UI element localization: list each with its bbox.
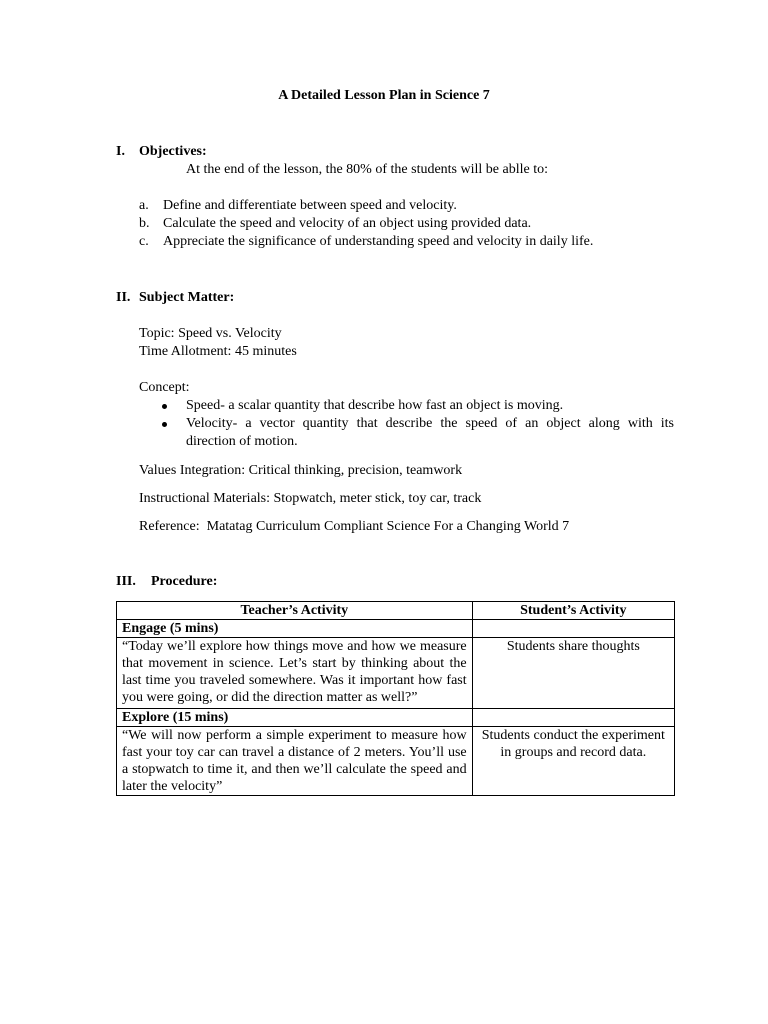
- concept-label: Concept:: [139, 380, 190, 395]
- subject-matter-heading: Subject Matter:: [139, 290, 235, 305]
- subject-matter-numeral: II.: [116, 290, 131, 305]
- teacher-activity-header: Teacher’s Activity: [117, 602, 473, 620]
- procedure-numeral: III.: [116, 574, 136, 589]
- objective-marker-b: b.: [139, 216, 150, 231]
- objective-marker-c: c.: [139, 234, 149, 249]
- table-row: [117, 709, 675, 727]
- table-header-row: [117, 602, 675, 620]
- procedure-heading: Procedure:: [151, 574, 218, 589]
- explore-teacher-activity: “We will now perform a simple experiment to measure how fast your toy car can travel a distance of 2 meters. You’ll use a stopwatch to time it, and then we’ll calculate the speed and later the velocity”: [117, 727, 473, 796]
- objective-item-a: Define and differentiate between speed and velocity.: [163, 198, 457, 213]
- explore-student-activity: Students conduct the experiment in groups and record data.: [472, 727, 674, 796]
- phase-label-engage: Engage (5 mins): [117, 620, 473, 638]
- objectives-intro: At the end of the lesson, the 80% of the students will be ablle to:: [186, 162, 548, 177]
- document-title: A Detailed Lesson Plan in Science 7: [278, 88, 490, 103]
- student-activity-header: Student’s Activity: [472, 602, 674, 620]
- phase-empty-cell: [472, 620, 674, 638]
- objective-item-c: Appreciate the significance of understanding speed and velocity in daily life.: [163, 234, 594, 249]
- objective-marker-a: a.: [139, 198, 149, 213]
- engage-teacher-activity: “Today we’ll explore how things move and how we measure that movement in science. Let’s start by thinking about the last time you traveled somewhere. Was it important how fast you were going, or did the direction matter as well?”: [117, 638, 473, 709]
- concept-velocity-line2: direction of motion.: [186, 434, 298, 449]
- objective-item-b: Calculate the speed and velocity of an object using provided data.: [163, 216, 532, 231]
- table-row: [117, 727, 675, 796]
- table-row: [117, 620, 675, 638]
- bullet-icon: [162, 422, 167, 427]
- phase-label-explore: Explore (15 mins): [117, 709, 473, 727]
- concept-speed: Speed- a scalar quantity that describe how fast an object is moving.: [186, 398, 564, 413]
- table-row: [117, 638, 675, 709]
- reference-line: Reference: Matatag Curriculum Compliant Science For a Changing World 7: [139, 519, 570, 534]
- topic-line: Topic: Speed vs. Velocity: [139, 326, 282, 341]
- engage-student-activity: Students share thoughts: [472, 638, 674, 709]
- concept-velocity-line1: Velocity- a vector quantity that describe the speed of an object along with its: [186, 416, 674, 431]
- instructional-materials: Instructional Materials: Stopwatch, meter stick, toy car, track: [139, 491, 482, 506]
- values-integration: Values Integration: Critical thinking, precision, teamwork: [139, 463, 463, 478]
- phase-empty-cell: [472, 709, 674, 727]
- objectives-heading: Objectives:: [139, 144, 207, 159]
- bullet-icon: [162, 404, 167, 409]
- objectives-numeral: I.: [116, 144, 125, 159]
- time-allotment-line: Time Allotment: 45 minutes: [139, 344, 297, 359]
- procedure-table: [116, 601, 675, 796]
